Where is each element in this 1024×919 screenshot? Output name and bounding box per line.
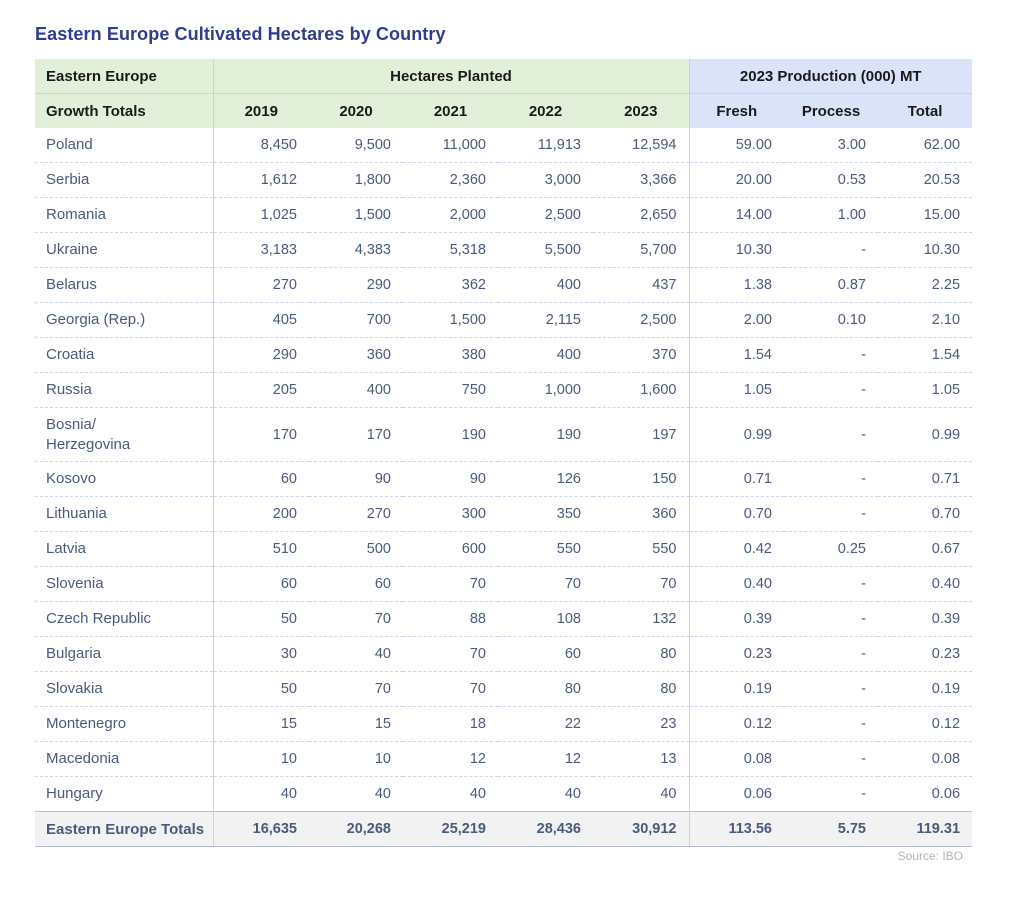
cell-2021: 190 [403,408,498,462]
cell-2023: 360 [593,497,689,532]
cell-total: 0.40 [878,567,972,602]
table-footer [35,812,972,847]
cell-country: Belarus [35,268,213,303]
cell-2020: 270 [309,497,403,532]
cell-2019: 10 [213,742,309,777]
cell-total: 0.08 [878,742,972,777]
cell-country: Bulgaria [35,637,213,672]
cell-2020: 40 [309,777,403,812]
cell-total: 0.67 [878,532,972,567]
cell-total: 0.39 [878,602,972,637]
cell-process: - [784,707,878,742]
cell-2022: 400 [498,338,593,373]
cell-2020: 40 [309,637,403,672]
cell-total: 1.54 [878,338,972,373]
cell-process: 3.00 [784,128,878,163]
cell-country: Czech Republic [35,602,213,637]
cell-2020: 60 [309,567,403,602]
table-row [35,268,972,303]
cell-2023: 70 [593,567,689,602]
totals-2020: 20,268 [309,812,403,847]
table-row [35,462,972,497]
header-fresh: Fresh [689,94,784,129]
cell-2019: 510 [213,532,309,567]
cell-2019: 60 [213,567,309,602]
cell-total: 10.30 [878,233,972,268]
cell-country: Lithuania [35,497,213,532]
totals-total: 119.31 [878,812,972,847]
data-table-container [35,59,972,847]
cell-2019: 15 [213,707,309,742]
cell-2019: 290 [213,338,309,373]
cell-2023: 13 [593,742,689,777]
cell-2019: 205 [213,373,309,408]
cell-country: Kosovo [35,462,213,497]
cell-2019: 50 [213,602,309,637]
cell-total: 0.23 [878,637,972,672]
cell-process: - [784,742,878,777]
table-row [35,233,972,268]
cell-fresh: 1.54 [689,338,784,373]
cell-2021: 1,500 [403,303,498,338]
cell-2019: 405 [213,303,309,338]
cell-fresh: 0.70 [689,497,784,532]
cell-total: 0.70 [878,497,972,532]
cell-fresh: 1.38 [689,268,784,303]
cell-process: 0.25 [784,532,878,567]
cell-process: 0.53 [784,163,878,198]
cell-fresh: 10.30 [689,233,784,268]
cell-2022: 2,500 [498,198,593,233]
cell-2019: 1,025 [213,198,309,233]
table-row [35,338,972,373]
table-row [35,408,972,462]
cell-process: 0.10 [784,303,878,338]
cell-2023: 40 [593,777,689,812]
table-row [35,777,972,812]
cell-2020: 15 [309,707,403,742]
table-row [35,602,972,637]
cell-process: - [784,672,878,707]
cell-total: 2.25 [878,268,972,303]
cell-fresh: 0.40 [689,567,784,602]
table-row [35,163,972,198]
cell-process: - [784,338,878,373]
cell-2021: 90 [403,462,498,497]
cell-2020: 9,500 [309,128,403,163]
cell-total: 62.00 [878,128,972,163]
table-row [35,373,972,408]
cell-country: Romania [35,198,213,233]
cell-country: Georgia (Rep.) [35,303,213,338]
table-header [35,59,972,128]
cell-fresh: 0.06 [689,777,784,812]
cell-total: 0.12 [878,707,972,742]
cell-2023: 150 [593,462,689,497]
cell-2023: 80 [593,637,689,672]
cell-2021: 2,360 [403,163,498,198]
header-hectares-group: Hectares Planted [213,59,689,94]
header-row-columns [35,94,972,129]
cell-fresh: 0.71 [689,462,784,497]
cell-2023: 197 [593,408,689,462]
cell-process: 0.87 [784,268,878,303]
cell-process: - [784,462,878,497]
cell-2023: 2,650 [593,198,689,233]
cell-country: Bosnia/ Herzegovina [35,408,213,462]
cell-total: 1.05 [878,373,972,408]
header-year-2021: 2021 [403,94,498,129]
source-note: Source: IBO [897,849,963,863]
cell-2021: 11,000 [403,128,498,163]
cell-2019: 8,450 [213,128,309,163]
cell-2020: 70 [309,672,403,707]
cell-2019: 50 [213,672,309,707]
cell-2021: 300 [403,497,498,532]
cell-2021: 88 [403,602,498,637]
cell-2022: 40 [498,777,593,812]
cell-process: - [784,567,878,602]
cell-2022: 5,500 [498,233,593,268]
cell-total: 0.06 [878,777,972,812]
cell-2022: 70 [498,567,593,602]
cell-2023: 132 [593,602,689,637]
cell-fresh: 20.00 [689,163,784,198]
cell-2022: 400 [498,268,593,303]
cell-2019: 200 [213,497,309,532]
header-row-groups [35,59,972,94]
cell-2021: 40 [403,777,498,812]
table-row [35,128,972,163]
cell-2021: 70 [403,637,498,672]
cell-fresh: 2.00 [689,303,784,338]
cell-2021: 362 [403,268,498,303]
cell-country: Ukraine [35,233,213,268]
cell-country: Serbia [35,163,213,198]
cell-total: 20.53 [878,163,972,198]
cell-fresh: 0.23 [689,637,784,672]
header-year-2023: 2023 [593,94,689,129]
cell-2021: 750 [403,373,498,408]
table-row [35,637,972,672]
cell-total: 0.99 [878,408,972,462]
cell-process: 1.00 [784,198,878,233]
header-process: Process [784,94,878,129]
cell-2019: 3,183 [213,233,309,268]
cell-2020: 700 [309,303,403,338]
cell-process: - [784,233,878,268]
cell-2021: 5,318 [403,233,498,268]
cell-country: Croatia [35,338,213,373]
cell-2022: 22 [498,707,593,742]
cell-2021: 2,000 [403,198,498,233]
cell-process: - [784,777,878,812]
cell-2021: 18 [403,707,498,742]
cell-2020: 1,800 [309,163,403,198]
cell-2021: 12 [403,742,498,777]
cell-2023: 23 [593,707,689,742]
cell-2022: 190 [498,408,593,462]
table-row [35,672,972,707]
cell-2020: 1,500 [309,198,403,233]
cell-fresh: 59.00 [689,128,784,163]
header-growth-label: Growth Totals [35,94,213,129]
cell-fresh: 0.42 [689,532,784,567]
cell-total: 2.10 [878,303,972,338]
totals-2021: 25,219 [403,812,498,847]
page-title: Eastern Europe Cultivated Hectares by Country [35,24,446,44]
cell-2022: 108 [498,602,593,637]
table-body [35,128,972,812]
cell-process: - [784,373,878,408]
totals-fresh: 113.56 [689,812,784,847]
header-production-group: 2023 Production (000) MT [689,59,972,94]
totals-label: Eastern Europe Totals [35,812,213,847]
cell-2020: 400 [309,373,403,408]
cell-process: - [784,602,878,637]
table-row [35,532,972,567]
cell-process: - [784,637,878,672]
cell-total: 0.71 [878,462,972,497]
cell-country: Russia [35,373,213,408]
cell-2023: 370 [593,338,689,373]
cell-2022: 550 [498,532,593,567]
table-row [35,497,972,532]
cell-fresh: 0.99 [689,408,784,462]
table-row [35,198,972,233]
cell-2022: 2,115 [498,303,593,338]
totals-2019: 16,635 [213,812,309,847]
cell-2019: 270 [213,268,309,303]
cell-country: Slovenia [35,567,213,602]
cell-2019: 30 [213,637,309,672]
cell-2019: 40 [213,777,309,812]
cell-2021: 380 [403,338,498,373]
totals-2023: 30,912 [593,812,689,847]
table-row [35,742,972,777]
header-total: Total [878,94,972,129]
cell-total: 15.00 [878,198,972,233]
totals-process: 5.75 [784,812,878,847]
cell-country: Latvia [35,532,213,567]
cell-country: Poland [35,128,213,163]
cell-2020: 500 [309,532,403,567]
table-row [35,567,972,602]
cell-2022: 80 [498,672,593,707]
cell-fresh: 0.19 [689,672,784,707]
header-year-2020: 2020 [309,94,403,129]
header-year-2022: 2022 [498,94,593,129]
cell-country: Slovakia [35,672,213,707]
cell-2020: 290 [309,268,403,303]
cell-2023: 80 [593,672,689,707]
cell-2022: 1,000 [498,373,593,408]
cell-process: - [784,408,878,462]
cell-2022: 126 [498,462,593,497]
cell-2023: 5,700 [593,233,689,268]
cell-fresh: 14.00 [689,198,784,233]
cell-country: Macedonia [35,742,213,777]
cell-2020: 360 [309,338,403,373]
header-year-2019: 2019 [213,94,309,129]
cell-2022: 60 [498,637,593,672]
cell-2021: 70 [403,672,498,707]
cell-2021: 70 [403,567,498,602]
cell-country: Montenegro [35,707,213,742]
cell-fresh: 0.08 [689,742,784,777]
cell-process: - [784,497,878,532]
cell-2020: 90 [309,462,403,497]
cell-2021: 600 [403,532,498,567]
cell-2022: 11,913 [498,128,593,163]
cell-fresh: 0.39 [689,602,784,637]
table-row [35,707,972,742]
cell-2022: 12 [498,742,593,777]
cell-2019: 60 [213,462,309,497]
cell-2019: 1,612 [213,163,309,198]
cell-2022: 350 [498,497,593,532]
cell-2019: 170 [213,408,309,462]
cell-total: 0.19 [878,672,972,707]
cell-2023: 2,500 [593,303,689,338]
totals-row [35,812,972,847]
cell-2022: 3,000 [498,163,593,198]
cell-2023: 12,594 [593,128,689,163]
cell-2023: 1,600 [593,373,689,408]
totals-2022: 28,436 [498,812,593,847]
cell-2020: 4,383 [309,233,403,268]
table-row [35,303,972,338]
cell-2020: 70 [309,602,403,637]
cell-2020: 10 [309,742,403,777]
cell-2023: 437 [593,268,689,303]
cell-fresh: 0.12 [689,707,784,742]
cell-fresh: 1.05 [689,373,784,408]
hectares-table [35,59,972,847]
header-region-label: Eastern Europe [35,59,213,94]
cell-2020: 170 [309,408,403,462]
cell-2023: 550 [593,532,689,567]
cell-country: Hungary [35,777,213,812]
cell-2023: 3,366 [593,163,689,198]
